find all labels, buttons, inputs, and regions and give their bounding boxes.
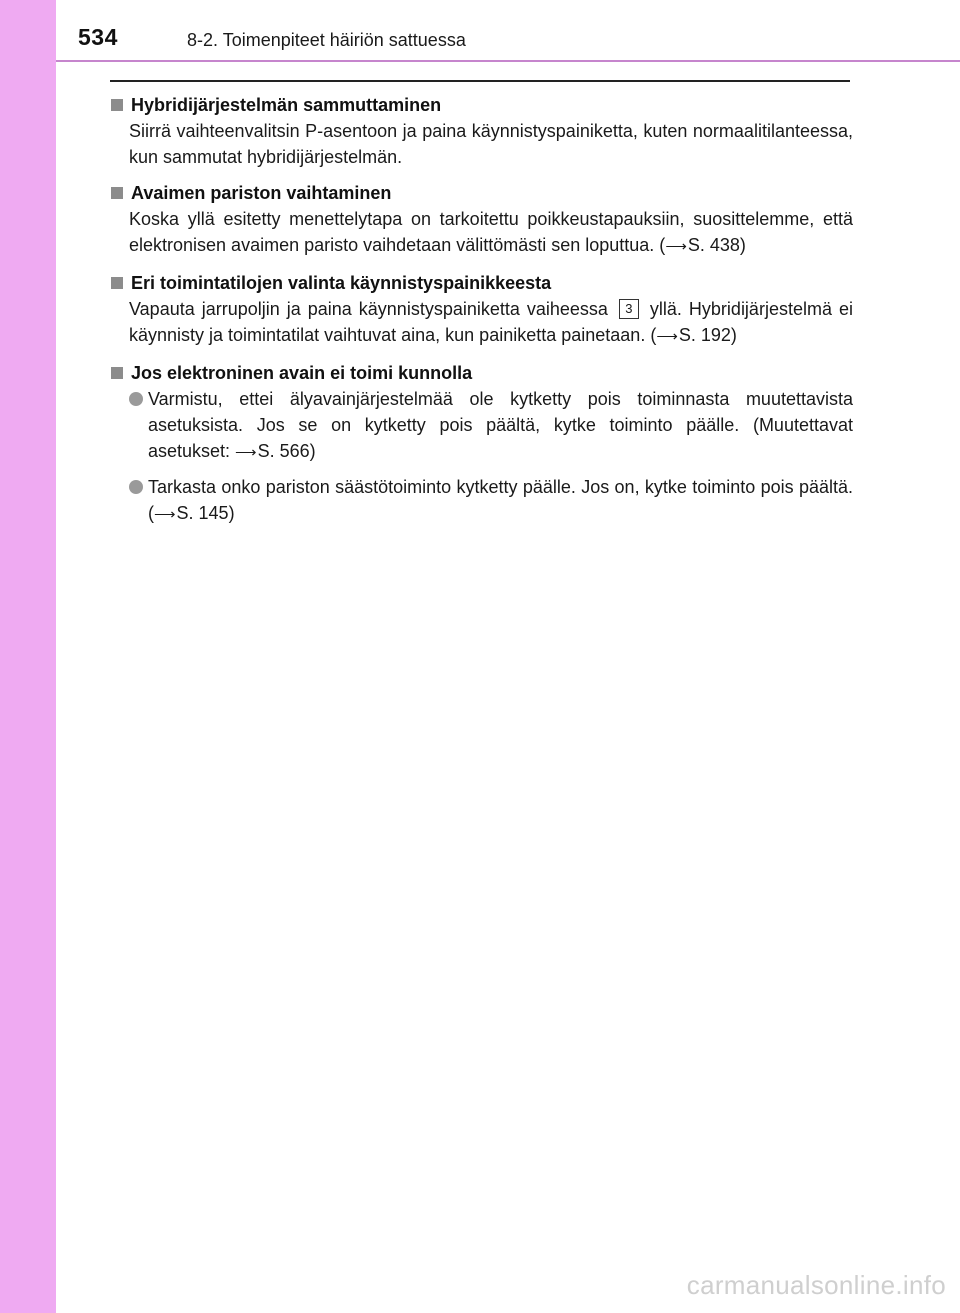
arrow-right-icon: ⟶ [154,506,176,523]
page-number: 534 [78,24,118,50]
page-reference[interactable]: S. 192 [678,325,731,345]
side-color-band [0,0,56,1313]
page-header [56,0,960,60]
circle-bullet-icon [129,392,143,406]
watermark: carmanualsonline.info [686,1270,946,1300]
page-reference[interactable]: S. 145 [176,503,229,523]
list-item-text [148,474,853,528]
circle-bullet-icon [129,480,143,494]
heading-text: Jos elektroninen avain ei toimi kunnolla [131,363,473,383]
section-shutdown [109,92,853,170]
section-mode-selection [109,270,853,350]
section-key-not-working [109,360,853,528]
square-bullet-icon [111,277,123,289]
square-bullet-icon [111,367,123,379]
heading-text: Avaimen pariston vaihtaminen [131,183,392,203]
section-heading [109,360,853,386]
section-heading [109,180,853,206]
list-item [129,474,853,528]
section-heading [109,92,853,118]
paragraph-text: yllä. Hybridijärjestelmä ei käynnisty ja toimintatilat vaihtuvat aina, kun painiketta painetaan. ( [129,299,853,345]
page-reference[interactable]: S. 566 [257,441,310,461]
square-bullet-icon [111,187,123,199]
paren-close: ) [309,441,316,461]
section-text [129,296,853,350]
paragraph-text: Koska yllä esitetty menettelytapa on tarkoitettu poikkeustapauksiin, suosittelemme, että elektronisen avaimen paristo vaihdetaan välittömästi sen loputtua. ( [129,209,853,255]
section-text [129,118,853,170]
arrow-right-icon: ⟶ [656,328,678,345]
square-bullet-icon [111,99,123,111]
list-item-text [148,386,853,466]
page-content [109,92,853,538]
section-text [129,206,853,260]
paren-close: ) [228,503,235,523]
chapter-title: 8-2. Toimenpiteet häiriön sattuessa [187,30,466,50]
page-reference[interactable]: S. 438 [687,235,740,255]
heading-text: Eri toimintatilojen valinta käynnistyspainikkeesta [131,273,552,293]
paragraph-text: Varmistu, ettei älyavainjärjestelmää ole kytketty pois toiminnasta muutettavista asetuksista. Jos se on kytketty pois päältä, kytke toiminto päälle. (Muutettavat asetukset: [148,389,853,461]
section-battery-replacement [109,180,853,260]
list-item [129,386,853,466]
section-heading [109,270,853,296]
paragraph-text: Vapauta jarrupoljin ja paina käynnistyspainiketta vaiheessa [129,299,608,319]
paren-close: ) [739,235,746,255]
paragraph-text: Siirrä vaihteenvalitsin P-asentoon ja paina käynnistyspainiketta, kuten normaalitilanteessa, kun sammutat hybridijärjestelmän. [129,121,853,167]
paren-close: ) [730,325,737,345]
header-divider [56,60,960,62]
step-number-box: 3 [619,299,639,319]
heading-text: Hybridijärjestelmän sammuttaminen [131,95,442,115]
arrow-right-icon: ⟶ [665,238,687,255]
paragraph-text: Tarkasta onko pariston säästötoiminto kytketty päälle. Jos on, kytke toiminto pois päältä. ( [148,477,853,523]
content-divider [110,80,850,82]
arrow-right-icon: ⟶ [235,444,257,461]
